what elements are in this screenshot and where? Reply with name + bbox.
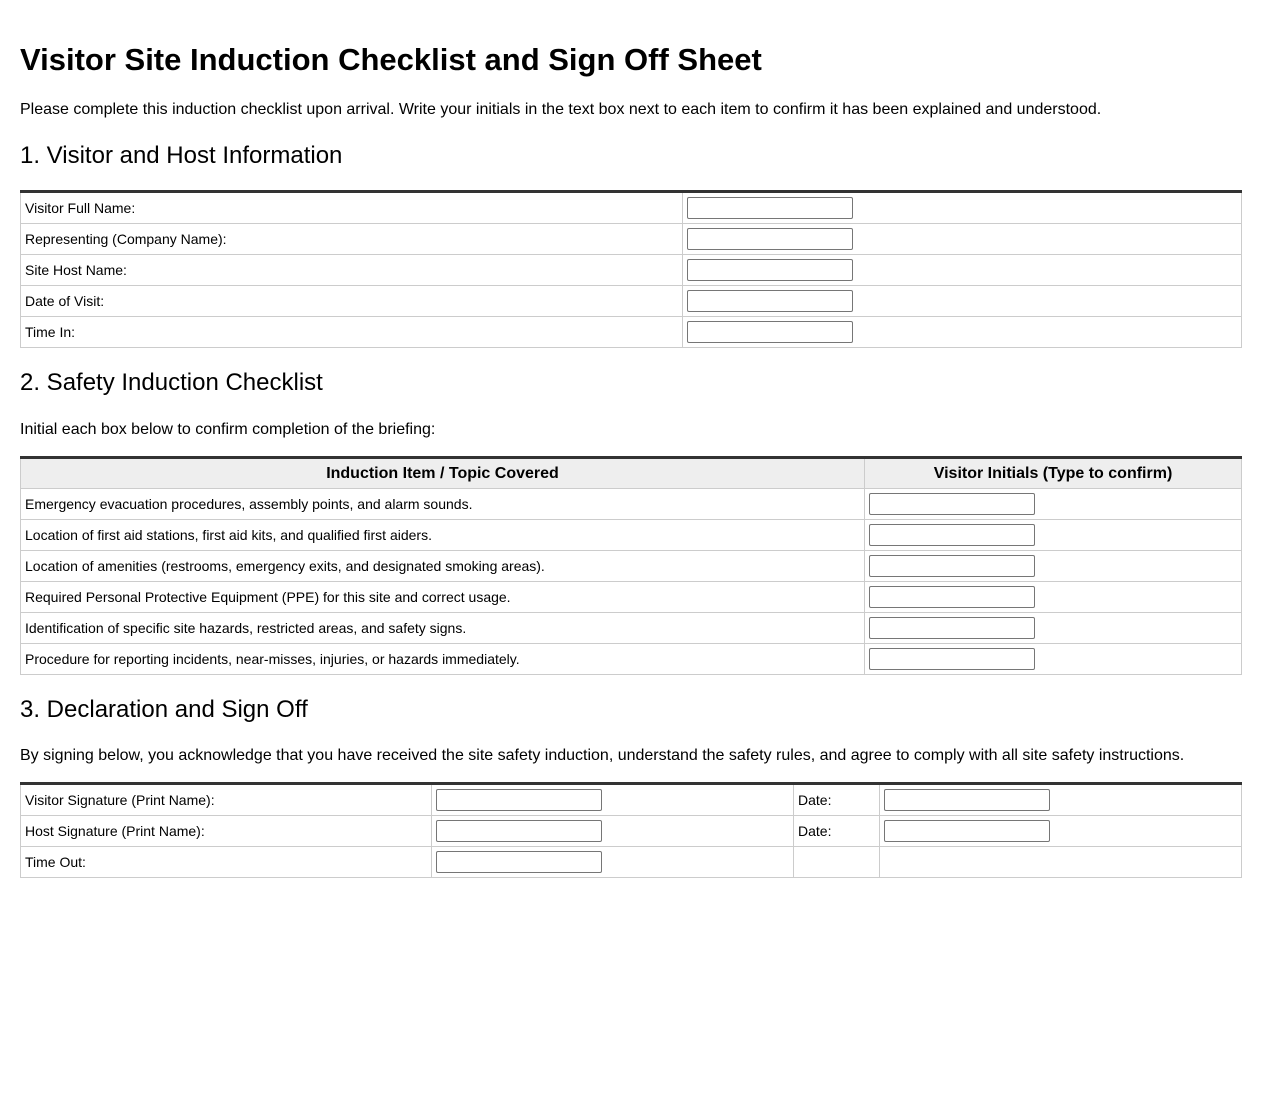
initials-input-first-aid[interactable]: [869, 524, 1035, 546]
date-label: Date:: [794, 784, 880, 816]
empty-cell: [880, 847, 1242, 878]
sign-off-table: [20, 782, 1242, 878]
checklist-item: Procedure for reporting incidents, near-misses, injuries, or hazards immediately.: [21, 644, 865, 675]
initials-input-reporting[interactable]: [869, 648, 1035, 670]
page-title: Visitor Site Induction Checklist and Sign Off Sheet: [20, 42, 762, 77]
field-label: Visitor Signature (Print Name):: [21, 784, 432, 816]
table-row: [21, 613, 1242, 644]
site-host-name-input[interactable]: [687, 259, 853, 281]
initials-input-ppe[interactable]: [869, 586, 1035, 608]
table-row: [21, 847, 1242, 878]
field-label: Representing (Company Name):: [21, 224, 683, 255]
visitor-full-name-input[interactable]: [687, 197, 853, 219]
column-header-initials: Visitor Initials (Type to confirm): [865, 458, 1242, 489]
table-row: [21, 644, 1242, 675]
field-label: Visitor Full Name:: [21, 192, 683, 224]
host-signature-input[interactable]: [436, 820, 602, 842]
empty-cell: [794, 847, 880, 878]
host-date-input[interactable]: [884, 820, 1050, 842]
checklist-item: Location of amenities (restrooms, emergency exits, and designated smoking areas).: [21, 551, 865, 582]
intro-text: Please complete this induction checklist upon arrival. Write your initials in the text box next to each item to confirm it has been explained and understood.: [20, 101, 1102, 118]
time-out-input[interactable]: [436, 851, 602, 873]
declaration-text: By signing below, you acknowledge that you have received the site safety induction, understand the safety rules, and agree to comply with all site safety instructions.: [20, 747, 1185, 764]
table-row: [21, 317, 1242, 348]
section-subtitle: Initial each box below to confirm completion of the briefing:: [20, 421, 436, 438]
column-header-item: Induction Item / Topic Covered: [21, 458, 865, 489]
initials-input-amenities[interactable]: [869, 555, 1035, 577]
checklist-item: Emergency evacuation procedures, assembly points, and alarm sounds.: [21, 489, 865, 520]
section-heading-declaration: 3. Declaration and Sign Off: [20, 696, 308, 723]
field-label: Time In:: [21, 317, 683, 348]
table-row: [21, 784, 1242, 816]
visitor-signature-input[interactable]: [436, 789, 602, 811]
checklist-item: Required Personal Protective Equipment (PPE) for this site and correct usage.: [21, 582, 865, 613]
table-row: [21, 520, 1242, 551]
visitor-date-input[interactable]: [884, 789, 1050, 811]
safety-checklist-table: [20, 456, 1242, 675]
table-row: [21, 192, 1242, 224]
date-label: Date:: [794, 816, 880, 847]
table-header-row: [21, 458, 1242, 489]
table-row: [21, 489, 1242, 520]
table-row: [21, 551, 1242, 582]
field-label: Time Out:: [21, 847, 432, 878]
section-heading-safety-checklist: 2. Safety Induction Checklist: [20, 369, 323, 396]
field-label: Site Host Name:: [21, 255, 683, 286]
initials-input-evacuation[interactable]: [869, 493, 1035, 515]
visitor-host-table: [20, 190, 1242, 348]
table-row: [21, 816, 1242, 847]
checklist-item: Identification of specific site hazards, restricted areas, and safety signs.: [21, 613, 865, 644]
table-row: [21, 224, 1242, 255]
table-row: [21, 286, 1242, 317]
company-name-input[interactable]: [687, 228, 853, 250]
table-row: [21, 255, 1242, 286]
checklist-item: Location of first aid stations, first aid kits, and qualified first aiders.: [21, 520, 865, 551]
field-label: Host Signature (Print Name):: [21, 816, 432, 847]
section-heading-visitor-host: 1. Visitor and Host Information: [20, 142, 343, 169]
table-row: [21, 582, 1242, 613]
field-label: Date of Visit:: [21, 286, 683, 317]
date-of-visit-input[interactable]: [687, 290, 853, 312]
time-in-input[interactable]: [687, 321, 853, 343]
initials-input-hazards[interactable]: [869, 617, 1035, 639]
